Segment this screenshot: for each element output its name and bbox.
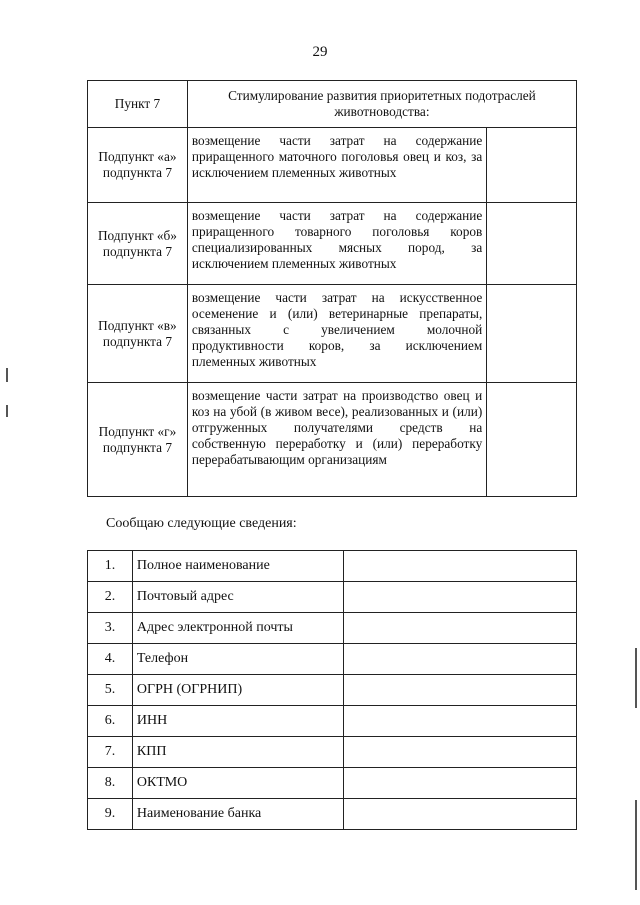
info-row-number: 7. bbox=[88, 737, 133, 768]
subsidies-table bbox=[87, 80, 577, 497]
info-row-name: Почтовый адрес bbox=[132, 582, 343, 613]
info-row-number: 9. bbox=[88, 799, 133, 830]
info-row-number: 2. bbox=[88, 582, 133, 613]
info-row bbox=[88, 799, 577, 830]
info-table bbox=[87, 550, 577, 830]
info-row bbox=[88, 582, 577, 613]
info-row-number: 6. bbox=[88, 706, 133, 737]
subsidy-value-cell bbox=[487, 128, 577, 203]
info-row-value[interactable] bbox=[343, 675, 576, 706]
info-row bbox=[88, 768, 577, 799]
info-row-value[interactable] bbox=[343, 737, 576, 768]
info-row bbox=[88, 737, 577, 768]
subsidy-description: возмещение части затрат на производство овец и коз на убой (в живом весе), реализованных и (или) отгруженных получателями средств на собственную переработку и (или) переработку перерабатывающим организациям bbox=[187, 383, 486, 497]
info-row bbox=[88, 644, 577, 675]
subsidy-label: Подпункт «в» подпункта 7 bbox=[88, 285, 188, 383]
info-row-number: 1. bbox=[88, 551, 133, 582]
header-text-cell: Стимулирование развития приоритетных подотраслей животноводства: bbox=[187, 81, 576, 128]
subsidy-row-b bbox=[88, 203, 577, 285]
subsidy-label: Подпункт «г» подпункта 7 bbox=[88, 383, 188, 497]
info-row bbox=[88, 551, 577, 582]
info-row-name: Наименование банка bbox=[132, 799, 343, 830]
intro-text: Сообщаю следующие сведения: bbox=[106, 516, 297, 531]
info-row-name: ОГРН (ОГРНИП) bbox=[132, 675, 343, 706]
info-row-value[interactable] bbox=[343, 706, 576, 737]
page-number: 29 bbox=[312, 44, 328, 60]
scan-artifact bbox=[6, 405, 8, 417]
info-row-value[interactable] bbox=[343, 582, 576, 613]
info-row-name: ИНН bbox=[132, 706, 343, 737]
info-row-value[interactable] bbox=[343, 799, 576, 830]
info-row-name: Адрес электронной почты bbox=[132, 613, 343, 644]
subsidy-description: возмещение части затрат на искусственное осеменение и (или) ветеринарные препараты, связанных с увеличением молочной продуктивности коров, за исключением племенных животных bbox=[187, 285, 486, 383]
info-row-value[interactable] bbox=[343, 768, 576, 799]
info-row-number: 3. bbox=[88, 613, 133, 644]
info-row-value[interactable] bbox=[343, 551, 576, 582]
info-row bbox=[88, 613, 577, 644]
subsidy-value-cell bbox=[487, 203, 577, 285]
scan-artifact bbox=[6, 368, 8, 382]
subsidy-label: Подпункт «а» подпункта 7 bbox=[88, 128, 188, 203]
subsidies-header-row bbox=[88, 81, 577, 128]
info-row bbox=[88, 675, 577, 706]
info-row-value[interactable] bbox=[343, 613, 576, 644]
subsidy-description: возмещение части затрат на содержание приращенного товарного поголовья коров специализированных мясных пород, за исключением племенных животных bbox=[187, 203, 486, 285]
info-row-value[interactable] bbox=[343, 644, 576, 675]
subsidy-label: Подпункт «б» подпункта 7 bbox=[88, 203, 188, 285]
info-row-name: Телефон bbox=[132, 644, 343, 675]
info-row-name: КПП bbox=[132, 737, 343, 768]
info-row-name: ОКТМО bbox=[132, 768, 343, 799]
subsidy-row-c bbox=[88, 285, 577, 383]
info-row bbox=[88, 706, 577, 737]
info-row-number: 5. bbox=[88, 675, 133, 706]
scan-artifact bbox=[635, 800, 637, 890]
info-row-number: 8. bbox=[88, 768, 133, 799]
subsidy-row-a bbox=[88, 128, 577, 203]
subsidy-description: возмещение части затрат на содержание приращенного маточного поголовья овец и коз, за исключением племенных животных bbox=[187, 128, 486, 203]
info-row-name: Полное наименование bbox=[132, 551, 343, 582]
header-label-cell: Пункт 7 bbox=[88, 81, 188, 128]
subsidy-value-cell bbox=[487, 285, 577, 383]
subsidy-value-cell bbox=[487, 383, 577, 497]
info-row-number: 4. bbox=[88, 644, 133, 675]
subsidy-row-d bbox=[88, 383, 577, 497]
scan-artifact bbox=[635, 648, 637, 708]
